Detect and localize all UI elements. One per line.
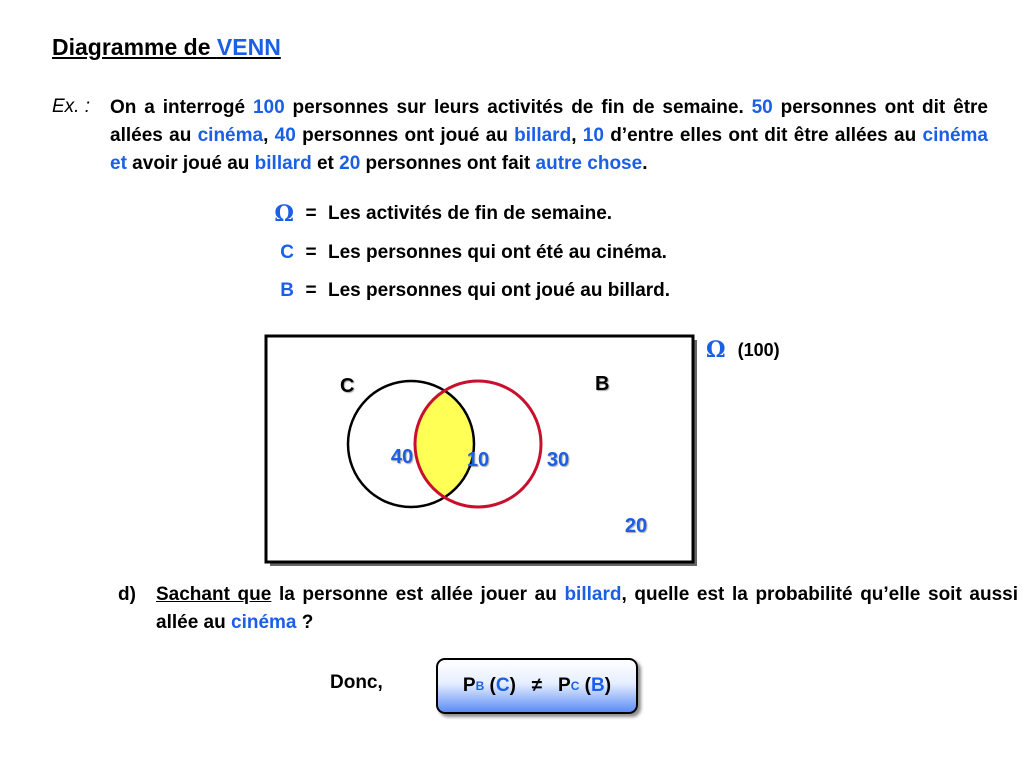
cinema-count: 50 — [751, 97, 773, 118]
set-b-symbol: B — [280, 280, 294, 301]
question-text: , quelle est la probabilité qu’elle soit aussi allée au — [156, 584, 1018, 633]
paren: ) — [604, 675, 612, 696]
definition-text: Les activités de fin de semaine. — [328, 203, 613, 224]
definition-text: Les personnes qui ont été au cinéma. — [328, 242, 667, 263]
equals-sign: = — [305, 203, 317, 224]
not-equal-sign: ≠ — [531, 675, 543, 696]
question-d — [118, 581, 1018, 637]
question-text: ? — [296, 612, 314, 633]
paren: ) — [509, 675, 532, 696]
problem-text: d’entre elles ont dit être allées au — [603, 125, 923, 146]
problem-text: personnes sur leurs activités de fin de semaine. — [284, 97, 752, 118]
only-b-count: 30 — [546, 449, 570, 471]
both-phrase: cinéma et — [110, 125, 988, 174]
set-c-symbol: C — [280, 242, 294, 263]
problem-text: On a interrogé — [110, 97, 253, 118]
problem-text: personnes ont fait — [360, 153, 536, 174]
title-prefix: Diagramme de — [52, 34, 217, 60]
question-letter: d) — [118, 584, 136, 605]
definition-text: Les personnes qui ont joué au billard. — [328, 280, 671, 301]
page-title — [52, 34, 281, 61]
omega-symbol: Ω — [274, 201, 294, 227]
formula-box — [436, 658, 638, 714]
venn-diagram — [260, 330, 705, 570]
problem-text: , — [571, 125, 583, 146]
problem-text: personnes ont dit être allées au — [110, 97, 988, 146]
paren: ( — [484, 675, 496, 696]
prob-symbol: P — [462, 675, 476, 696]
paren: ( — [579, 675, 592, 696]
prob-argument: C — [495, 675, 510, 696]
example-label: Ex. : — [52, 96, 91, 117]
equals-sign: = — [305, 280, 317, 301]
cinema-word: cinéma — [197, 125, 264, 146]
equals-sign: = — [305, 242, 317, 263]
problem-text: . — [642, 153, 648, 174]
prob-subscript: C — [570, 679, 580, 693]
outside-count: 20 — [624, 515, 648, 537]
intersection-count: 10 — [466, 449, 490, 471]
set-b-label: B — [595, 373, 610, 395]
other-phrase: autre chose — [535, 153, 643, 174]
universe-count: (100) — [737, 339, 780, 360]
both-count: 10 — [582, 125, 604, 146]
problem-text: , — [263, 125, 275, 146]
definition-b — [240, 276, 800, 306]
billard-word: billard — [564, 584, 622, 605]
prob-argument: B — [591, 675, 605, 696]
cinema-word: cinéma — [231, 612, 297, 633]
title-highlight: VENN — [216, 34, 281, 60]
universe-label — [706, 337, 780, 363]
problem-text: personnes ont joué au — [295, 125, 515, 146]
other-count: 20 — [339, 153, 361, 174]
billard-word: billard — [254, 153, 312, 174]
prob-subscript: B — [475, 679, 485, 693]
billard-word: billard — [514, 125, 572, 146]
problem-text: et — [311, 153, 340, 174]
definition-omega — [240, 199, 800, 229]
set-c-label: C — [340, 375, 355, 397]
problem-text: avoir joué au — [126, 153, 255, 174]
omega-symbol: Ω — [706, 337, 726, 363]
only-c-count: 40 — [390, 446, 414, 468]
definition-c — [240, 238, 800, 268]
problem-statement — [110, 94, 988, 178]
donc-label: Donc, — [330, 672, 383, 693]
total-count: 100 — [252, 97, 285, 118]
question-text: la personne est allée jouer au — [271, 584, 565, 605]
question-underlined: Sachant que — [156, 584, 272, 605]
billard-count: 40 — [274, 125, 296, 146]
prob-symbol: P — [542, 675, 571, 696]
